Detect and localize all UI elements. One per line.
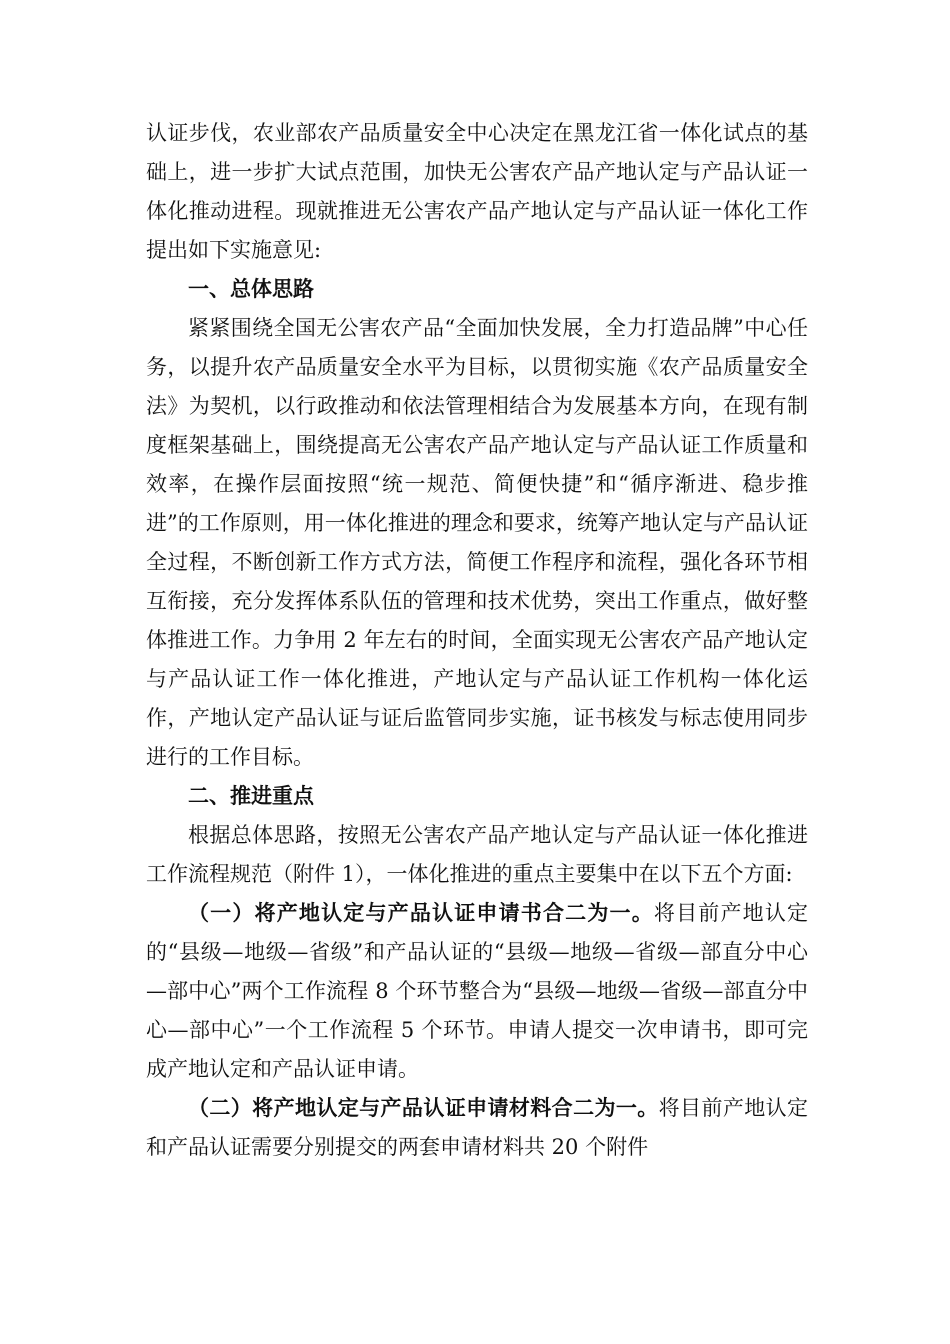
section-heading-overall-approach: 一、总体思路	[188, 277, 314, 301]
section-heading-key-points: 二、推进重点	[188, 784, 314, 808]
document-body	[146, 114, 808, 1167]
item-1-lead: （一）将产地认定与产品认证申请书合二为一。	[188, 901, 654, 925]
item-1-paragraph	[146, 894, 808, 1089]
item-1-body: 将目前产地认定的“县级—地级—省级”和产品认证的“县级—地级—省级—部直分中心—部中心”两个工作流程 8 个环节整合为“县级—地级—省级—部直分中心—部中心”一个工作流程 5 个环节。申请人提交一次申请书，即可完成产地认定和产品认证申请。	[146, 901, 809, 1081]
item-2-body: 将目前产地认定和产品认证需要分别提交的两套申请材料共 20 个附件	[146, 1096, 809, 1159]
item-2-lead: （二）将产地认定与产品认证申请材料合二为一。	[188, 1096, 659, 1120]
intro-paragraph: 认证步伐，农业部农产品质量安全中心决定在黑龙江省一体化试点的基础上，进一步扩大试点范围，加快无公害农产品产地认定与产品认证一体化推动进程。现就推进无公害农产品产地认定与产品认证一体化工作提出如下实施意见:	[146, 121, 808, 262]
key-points-paragraph: 根据总体思路，按照无公害农产品产地认定与产品认证一体化推进工作流程规范（附件 1），一体化推进的重点主要集中在以下五个方面:	[146, 823, 808, 886]
item-2-paragraph	[146, 1089, 808, 1167]
overall-approach-paragraph: 紧紧围绕全国无公害农产品“全面加快发展，全力打造品牌”中心任务，以提升农产品质量安全水平为目标，以贯彻实施《农产品质量安全法》为契机，以行政推动和依法管理相结合为发展基本方向，在现有制度框架基础上，围绕提高无公害农产品产地认定与产品认证工作质量和效率，在操作层面按照“统一规范、简便快捷”和“循序渐进、稳步推进”的工作原则，用一体化推进的理念和要求，统筹产地认定与产品认证全过程，不断创新工作方式方法，简便工作程序和流程，强化各环节相互衔接，充分发挥体系队伍的管理和技术优势，突出工作重点，做好整体推进工作。力争用 2 年左右的时间，全面实现无公害农产品产地认定与产品认证工作一体化推进，产地认定与产品认证工作机构一体化运作，产地认定产品认证与证后监管同步实施，证书核发与标志使用同步进行的工作目标。	[146, 316, 808, 769]
